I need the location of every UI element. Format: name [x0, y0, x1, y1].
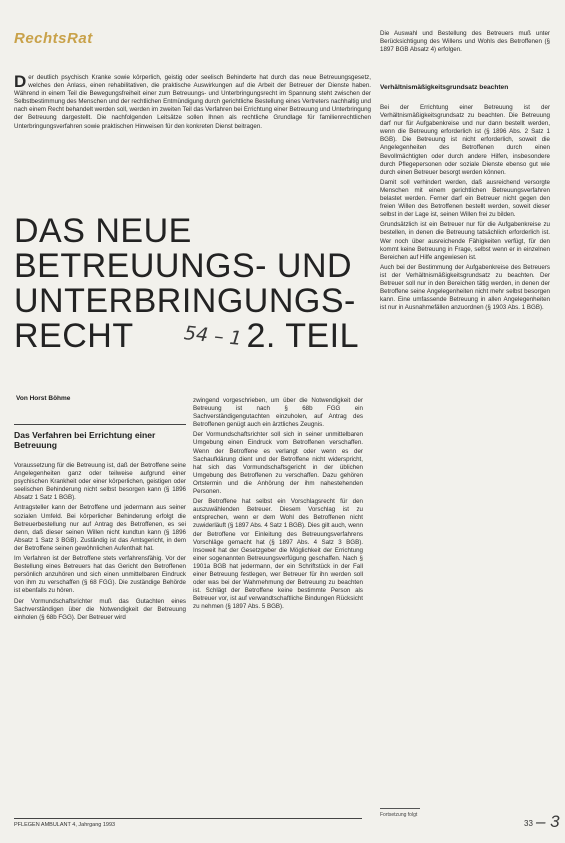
- byline: Von Horst Böhme: [16, 395, 71, 402]
- footer-publication: PFLEGEN AMBULANT 4, Jahrgang 1993: [14, 822, 116, 828]
- paragraph: Im Verfahren ist der Betroffene stets verfahrensfähig. Vor der Bestellung eines Betreuers hat das Gericht den Betroffenen persönlich anzuhören und sich einen unmittelbaren Eindruck von ihm zu verschaffen (§ 68 FGG). Die zuständige Behörde ist ebenfalls zu hören.: [14, 555, 186, 595]
- paragraph: Voraussetzung für die Betreuung ist, daß der Betroffene seine Angelegenheiten ganz oder teilweise aufgrund einer psychischen Krankheit oder einer körperlichen, geistigen oder seelischen Behinderung nicht selbst besorgen kann (§ 1896 Absatz 1 Satz 1 BGB).: [14, 462, 186, 502]
- column-2: [193, 397, 363, 613]
- column-1: [14, 462, 186, 624]
- paragraph: Auch bei der Bestimmung der Aufgabenkreise des Betreuers ist der Verhältnismäßigkeitsgrundsatz zu beachten. Der Betreuer soll nur in den Bereichen tätig werden, in denen der Betroffene seine Angelegenheiten nicht mehr selbst besorgen kann. Eine umfassende Betreuung in allen Angelegenheiten ist nur in Ausnahmefällen anzuordnen (§ 1903 Abs. 1 BGB).: [380, 263, 550, 312]
- paragraph: Der Vormundschaftsrichter muß das Gutachten eines Sachverständigen über die Notwendigkeit der Betreuung einholen (§ 68b FGG). Der Betreuer wird: [14, 597, 186, 621]
- section-heading-verfahren: Das Verfahren bei Errichtung einer Betreuung: [14, 430, 156, 450]
- column-3-top: Die Auswahl und Bestellung des Betreuers muß unter Berücksichtigung des Willens und Wohls des Betroffenen (§ 1897 BGB Absatz 4) erfolgen.: [380, 30, 550, 54]
- intro-paragraph: [14, 74, 371, 131]
- handwritten-page-mark: – 3: [536, 812, 560, 831]
- title-line-3: UNTERBRINGUNGS-: [14, 282, 356, 320]
- title-line-2: BETREUUNGS- UND: [14, 247, 353, 285]
- heading-rule: [14, 424, 186, 425]
- paragraph: Antragsteller kann der Betroffene und jedermann aus seiner sozialen Umfeld. Bei körperlicher Behinderung erfolgt die Betreuerbestellung nur auf Antrag des Betroffenen, es sei denn, daß dieser seinen Willen nicht kundtun kann (§ 1896 Absatz 1 Satz 3 BGB). Zuständig ist das Amtsgericht, in dem der Betroffene seinen gewöhnlichen Aufenthalt hat.: [14, 504, 186, 552]
- footnote-rule: [380, 808, 420, 809]
- paragraph: Bei der Errichtung einer Betreuung ist der Verhältnismäßigkeitsgrundsatz zu beachten. Die Betreuung darf nur für Aufgabenkreise und nur dann bestellt werden, wenn die Betreuung erforderlich ist (§ 1896 Abs. 2 Satz 1 BGB). Die Betreuung ist nicht erforderlich, soweit die Angelegenheiten des Betroffenen durch einen Bevollmächtigten oder durch andere Hilfen, insbesondere durch Pflegepersonen oder soziale Dienste ebenso gut wie durch einen Betreuer besorgt werden können.: [380, 104, 550, 176]
- title-line-4-left: RECHT: [14, 317, 134, 355]
- column-3: [380, 104, 550, 314]
- title-line-1: DAS NEUE: [14, 212, 192, 250]
- page-number: 33: [524, 819, 533, 828]
- title-line-4-right: 2. TEIL: [246, 317, 359, 355]
- footer-rule: [14, 818, 362, 819]
- paragraph: Der Vormundschaftsrichter soll sich in seiner unmittelbaren Umgebung einen Eindruck vom Betroffenen verschaffen. Wenn der Betroffene es verlangt oder wenn es der Sachaufklärung dient und der Betroffene nicht widerspricht, hat sich das Vormundschaftsgericht in der üblichen Umgebung des Betroffenen zu verschaffen. Dazu gehören Ortstermin und die Anhörung der ihm nahestehenden Personen.: [193, 431, 363, 496]
- handwritten-note: 54 – 1: [183, 322, 243, 350]
- paragraph: Der Betroffene hat selbst ein Vorschlagsrecht für den auszuwählenden Betreuer. Diesem Vorschlag ist zu entsprechen, wenn er dem Wohl des Betroffenen nicht zuwiderläuft (§ 1897 Abs. 4 Satz 1 BGB). Dies gilt auch, wenn der Betroffene vor Einleitung des Betreuungsverfahrens Vorschläge gemacht hat (§ 1897 Abs. 4 Satz 3 BGB). Insoweit hat der Gesetzgeber die Möglichkeit der Errichtung einer sogenannten Betreuungsverfügung geschaffen. Nach § 1901a BGB hat jedermann, der ein Schriftstück in der Fall einer Betreuung festlegen, wer Betreuer für ihn werden soll oder was bei der Wahrnehmung der Betreuung zu beachten ist. Schlägt der Betroffene keine bestimmte Person als Betreuer vor, ist auf verwandtschaftliche Bindungen Rücksicht zu nehmen (§ 1897 Abs. 5 BGB).: [193, 498, 363, 611]
- intro-text: er deutlich psychisch Kranke sowie körperlich, geistig oder seelisch Behinderte hat durch das neue Betreuungsgesetz, welches den Anlass, einen rehabilitativen, die praktische Auswirkungen auf die Arbeit der Betreuer der Dienste haben. Während in einem Teil die Bewegungsfreiheit einer zum Betreuungs- und Unterbringungsrecht im Spannung steht zwischen der Selbstbestimmung des Menschen und der rechtlichen Entmündigung durch gerichtliche Bestellung eines Vertreters nachhaltig und nach einem Recht behandelt werden soll, werden im zweiten Teil das Verfahren bei Errichtung einer Betreuung und Unterbringung der Betreuung dargestellt. Die nachfolgenden Leitsätze sollen Ihnen als rechtliche Grundlage für familienrechtlichen Unterbringungsverfahren sowie praktischen Hinweisen für den konkreten Dienst beitragen.: [14, 74, 371, 130]
- dropcap: D: [14, 72, 27, 91]
- paragraph: Grundsätzlich ist ein Betreuer nur für die Aufgabenkreise zu bestellen, in denen die Betreuung tatsächlich erforderlich ist. Wer noch über ausreichende Fähigkeiten verfügt, für den kommt keine Betreuung in Frage, selbst wenn er in einzelnen Bereichen auf Hilfe angewiesen ist.: [380, 221, 550, 261]
- footnote: Fortsetzung folgt: [380, 812, 418, 818]
- section-heading-verhaeltnismaessigkeit: Verhältnismäßigkeitsgrundsatz beachten: [380, 84, 509, 91]
- section-label: RechtsRat: [14, 30, 93, 47]
- paragraph: Damit soll verhindert werden, daß ausreichend versorgte Menschen mit einem gerichtlichen Betreuungsverfahren belastet werden. Ferner darf ein Betreuer nicht gegen den freien Willen des Betroffenen bestellt werden, soweit dieser selbst in der Lage ist, seinen Willen frei zu bilden.: [380, 178, 550, 219]
- paragraph: zwingend vorgeschrieben, um über die Notwendigkeit der Betreuung ist nach § 68b FGG ein Sachverständigengutachten einzuholen, auf Antrag des Betroffenen genügt auch ein ärztliches Zeugnis.: [193, 397, 363, 429]
